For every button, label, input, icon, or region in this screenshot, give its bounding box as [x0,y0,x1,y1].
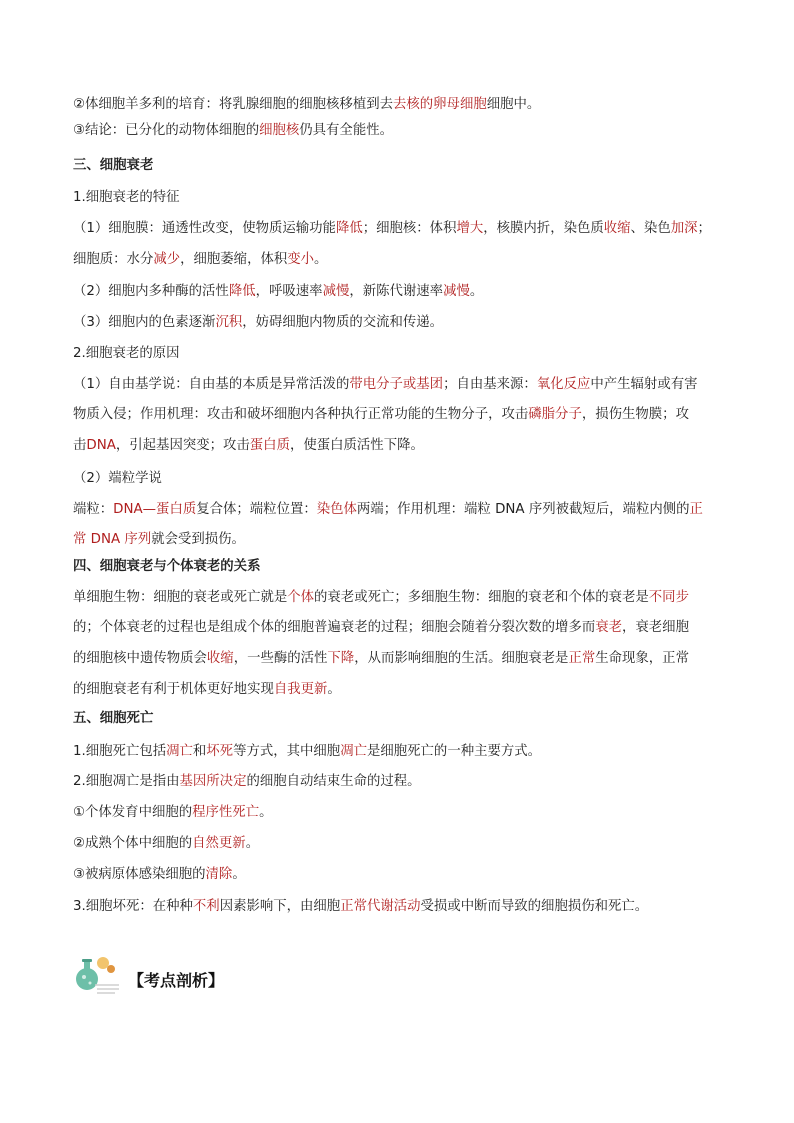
highlighted-term: 加深 [670,221,698,236]
text-line [73,742,722,762]
text-segment: 的细胞衰老有利于机体更好地实现 [73,682,274,697]
text-line [73,772,722,792]
text-segment: 3.细胞坏死：在种种 [73,899,193,914]
section-heading [73,557,722,577]
section-title: 【考点剖析】 [128,971,225,990]
text-line [73,500,722,520]
text-segment: 、染色 [630,221,671,236]
text-segment: ，妨碍细胞内物质的交流和传递。 [242,315,444,330]
text-segment: 。 [232,867,246,882]
highlighted-term: 蛋白质 [249,438,290,453]
text-segment: （1）自由基学说：自由基的本质是异常活泼的 [73,377,350,392]
text-segment: ①个体发育中细胞的 [73,805,193,820]
highlighted-term: DNA [86,438,116,453]
highlighted-term: 增大 [456,221,484,236]
highlighted-term: 细胞核 [259,123,300,138]
text-line [73,865,722,885]
text-line [73,649,722,669]
text-line [73,405,722,425]
highlighted-term: 自我更新 [273,682,328,697]
text-segment: ； [697,221,711,236]
text-segment: 和 [192,744,207,759]
highlighted-term: 降低 [228,284,256,299]
text-segment: 1.细胞衰老的特征 [73,190,180,205]
text-line [73,188,722,208]
text-line [73,95,722,115]
highlighted-term: 降低 [335,221,363,236]
text-segment: 生命现象，正常 [595,651,689,666]
section-heading [73,709,722,729]
text-line [73,618,722,638]
highlighted-term: 染色体 [316,502,357,517]
text-segment: 端粒： [73,502,114,517]
text-segment: ；细胞核：体积 [362,221,457,236]
text-line [73,469,722,489]
highlighted-term: 自然更新 [192,836,246,851]
text-segment: 中产生辐射或有害 [590,377,698,392]
text-line [73,897,722,917]
text-segment: 细胞中。 [486,97,541,112]
text-segment: ，呼吸速率 [255,284,323,299]
text-segment: 。 [469,284,484,299]
text-segment: （2）细胞内多种酶的活性 [73,284,229,299]
text-segment: ②体细胞羊多利的培育：将乳腺细胞的细胞核移植到去 [73,97,393,112]
text-segment: ，细胞萎缩，体积 [180,252,288,267]
text-line [73,121,722,141]
highlighted-term: 不利 [192,899,220,914]
flask-icon [73,955,123,997]
text-line [73,680,722,700]
text-segment: （1）细胞膜：通透性改变，使物质运输功能 [73,221,336,236]
text-segment: ，衰老细胞 [622,620,689,635]
text-segment: 细胞质：水分 [73,252,154,267]
text-segment: 。 [327,682,341,697]
text-segment: 的衰老或死亡；多细胞生物：细胞的衰老和个体的衰老是 [314,590,649,605]
text-line [73,219,722,239]
text-segment: 就会受到损伤。 [151,532,245,547]
text-segment: 的细胞自动结束生命的过程。 [246,774,421,789]
text-segment: ，从而影响细胞的生活。细胞衰老是 [354,651,569,666]
text-line [73,313,722,333]
highlighted-term: 个体 [287,590,315,605]
text-segment: 的细胞核中遗传物质会 [73,651,207,666]
text-segment: 。 [245,836,260,851]
text-line [73,436,722,456]
text-segment: ；自由基来源： [443,377,537,392]
text-segment: 三、细胞衰老 [73,158,154,173]
text-segment: ，损伤生物膜；攻 [581,407,689,422]
highlighted-term: 不同步 [648,590,689,605]
text-line [73,588,722,608]
highlighted-term: 凋亡 [340,744,367,759]
text-segment: ②成熟个体中细胞的 [73,836,193,851]
text-segment: 受损或中断而导致的细胞损伤和死亡。 [420,899,649,914]
text-segment: 。 [314,252,328,267]
text-segment: 五、细胞死亡 [73,711,154,726]
highlighted-term: 下降 [327,651,355,666]
text-segment: 。 [259,805,273,820]
text-segment: （2）端粒学说 [73,471,162,486]
text-line [73,530,722,550]
highlighted-term: 基因所决定 [179,774,247,789]
text-segment: 物质入侵；作用机理：攻击和破坏细胞内各种执行正常功能的生物分子，攻击 [73,407,529,422]
text-line [73,834,722,854]
highlighted-term: 收缩 [603,221,631,236]
text-segment: 是细胞死亡的一种主要方式。 [366,744,542,759]
text-segment: （3）细胞内的色素逐渐 [73,315,216,330]
text-line [73,375,722,395]
text-segment: 四、细胞衰老与个体衰老的关系 [73,559,261,574]
text-segment: ③被病原体感染细胞的 [73,867,206,882]
text-segment: ③结论：已分化的动物体细胞的 [73,123,260,138]
text-line [73,344,722,364]
text-segment: 的；个体衰老的过程也是组成个体的细胞普遍衰老的过程；细胞会随着分裂次数的增多而 [73,620,596,635]
highlighted-term: 氧化反应 [536,377,591,392]
text-segment: ，使蛋白质活性下降。 [289,438,424,453]
highlighted-term: 正 [689,502,703,517]
text-line [73,803,722,823]
text-line [73,282,722,302]
highlighted-term: 变小 [287,252,315,267]
text-segment: 1.细胞死亡包括 [73,744,167,759]
highlighted-term: 坏死 [206,744,234,759]
text-segment: 单细胞生物：细胞的衰老或死亡就是 [73,590,288,605]
highlighted-term: 沉积 [215,315,243,330]
highlighted-term: 收缩 [206,651,234,666]
text-segment: ，新陈代谢速率 [349,284,444,299]
highlighted-term: 正常 [568,651,596,666]
highlighted-term: 带电分子或基团 [349,377,444,392]
text-segment: 两端；作用机理：端粒 DNA 序列被截短后，端粒内侧的 [356,502,690,517]
text-segment: 仍具有全能性。 [299,123,393,138]
text-segment: ，一些酶的活性 [233,651,328,666]
text-segment: ，核膜内折，染色质 [483,221,604,236]
highlighted-term: 减少 [153,252,181,267]
highlighted-term: 减慢 [322,284,350,299]
highlighted-term: 凋亡 [166,744,193,759]
highlighted-term: 常 DNA 序列 [73,532,152,547]
text-segment: 等方式，其中细胞 [233,744,341,759]
highlighted-term: DNA—蛋白质 [113,502,197,517]
text-segment: 2.细胞凋亡是指由 [73,774,180,789]
highlighted-term: 减慢 [443,284,470,299]
text-segment: 因素影响下，由细胞 [219,899,341,914]
text-segment: 复合体；端粒位置： [196,502,317,517]
highlighted-term: 去核的卵母细胞 [393,97,487,112]
section-heading [73,156,722,176]
highlighted-term: 磷脂分子 [528,407,582,422]
highlighted-term: 清除 [205,867,233,882]
text-segment: 2.细胞衰老的原因 [73,346,180,361]
highlighted-term: 衰老 [595,620,623,635]
highlighted-term: 程序性死亡 [192,805,260,820]
text-line [73,250,722,270]
text-segment: ，引起基因突变；攻击 [115,438,250,453]
highlighted-term: 正常代谢活动 [340,899,421,914]
text-segment: 击 [73,438,87,453]
